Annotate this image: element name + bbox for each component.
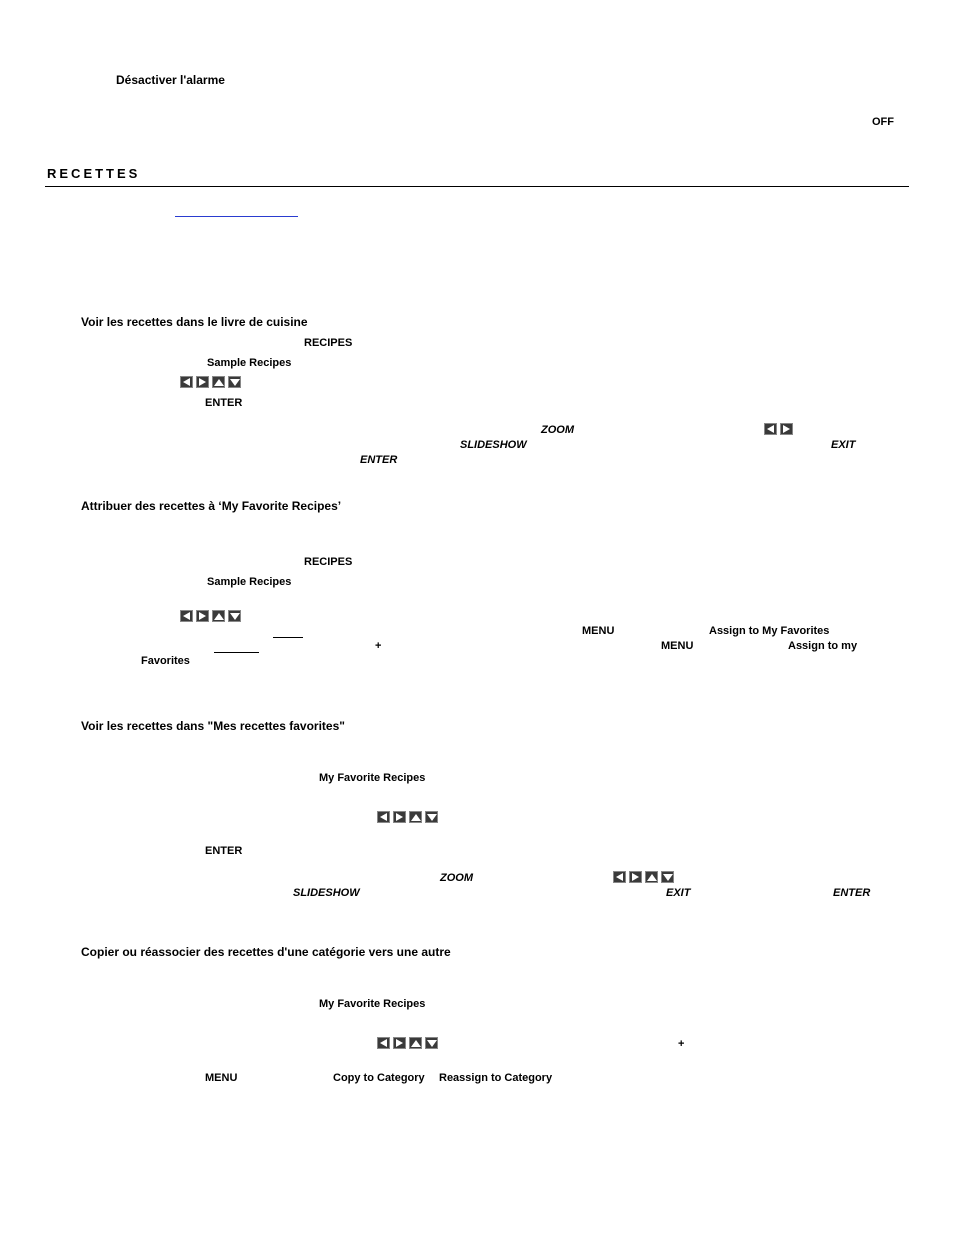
exit-label: EXIT [666,887,691,899]
off-label: OFF [872,116,894,128]
menu-key: MENU [205,1072,238,1084]
arrow-right-icon [393,811,406,823]
my-favorite-recipes-label: My Favorite Recipes [319,772,426,784]
menu-key: MENU [661,640,694,652]
hyperlink-underline[interactable] [175,216,298,217]
arrow-keys [613,871,674,883]
sample-recipes-label: Sample Recipes [207,576,292,588]
menu-key: MENU [582,625,615,637]
enter-key: ENTER [205,397,243,409]
arrow-left-icon [764,423,777,435]
arrow-down-icon [425,811,438,823]
arrow-right-icon [780,423,793,435]
slideshow-label: SLIDESHOW [460,439,527,451]
copy-to-category-label: Copy to Category [333,1072,425,1084]
arrow-down-icon [661,871,674,883]
reassign-to-category-label: Reassign to Category [439,1072,553,1084]
heading-view-favorites: Voir les recettes dans "Mes recettes favorites" [81,719,345,733]
assign-to-favorites-label: Assign to My Favorites [709,625,830,637]
sample-recipes-label: Sample Recipes [207,357,292,369]
section-divider [45,186,909,187]
arrow-right-icon [393,1037,406,1049]
underline-mark [273,637,303,638]
arrow-left-icon [377,811,390,823]
heading-assign-favorites: Attribuer des recettes à ‘My Favorite Recipes’ [81,499,342,513]
slideshow-label: SLIDESHOW [293,887,360,899]
arrow-up-icon [409,811,422,823]
arrow-up-icon [645,871,658,883]
recipes-key: RECIPES [304,556,353,568]
favorites-label: Favorites [141,655,190,667]
section-title: RECETTES [47,166,141,181]
plus-key: + [375,640,382,652]
arrow-down-icon [228,610,241,622]
arrow-keys [377,811,438,823]
assign-to-my-label: Assign to my [788,640,858,652]
arrow-down-icon [425,1037,438,1049]
underline-mark [214,652,259,653]
zoom-label: ZOOM [440,872,473,884]
arrow-keys [377,1037,438,1049]
disable-alarm-label: Désactiver l'alarme [116,73,225,87]
arrow-up-icon [212,376,225,388]
heading-copy-reassign: Copier ou réassocier des recettes d'une catégorie vers une autre [81,945,451,959]
arrow-keys [180,610,241,622]
zoom-label: ZOOM [541,424,574,436]
arrow-left-icon [613,871,626,883]
enter-italic-label: ENTER [360,454,398,466]
arrow-keys-lr [764,423,793,435]
arrow-keys [180,376,241,388]
plus-key: + [678,1038,685,1050]
arrow-up-icon [409,1037,422,1049]
exit-label: EXIT [831,439,856,451]
arrow-right-icon [629,871,642,883]
arrow-up-icon [212,610,225,622]
enter-key: ENTER [205,845,243,857]
arrow-left-icon [377,1037,390,1049]
arrow-right-icon [196,376,209,388]
arrow-down-icon [228,376,241,388]
arrow-left-icon [180,376,193,388]
arrow-left-icon [180,610,193,622]
recipes-key: RECIPES [304,337,353,349]
arrow-right-icon [196,610,209,622]
my-favorite-recipes-label: My Favorite Recipes [319,998,426,1010]
heading-view-cookbook: Voir les recettes dans le livre de cuisine [81,315,308,329]
enter-italic-label: ENTER [833,887,871,899]
